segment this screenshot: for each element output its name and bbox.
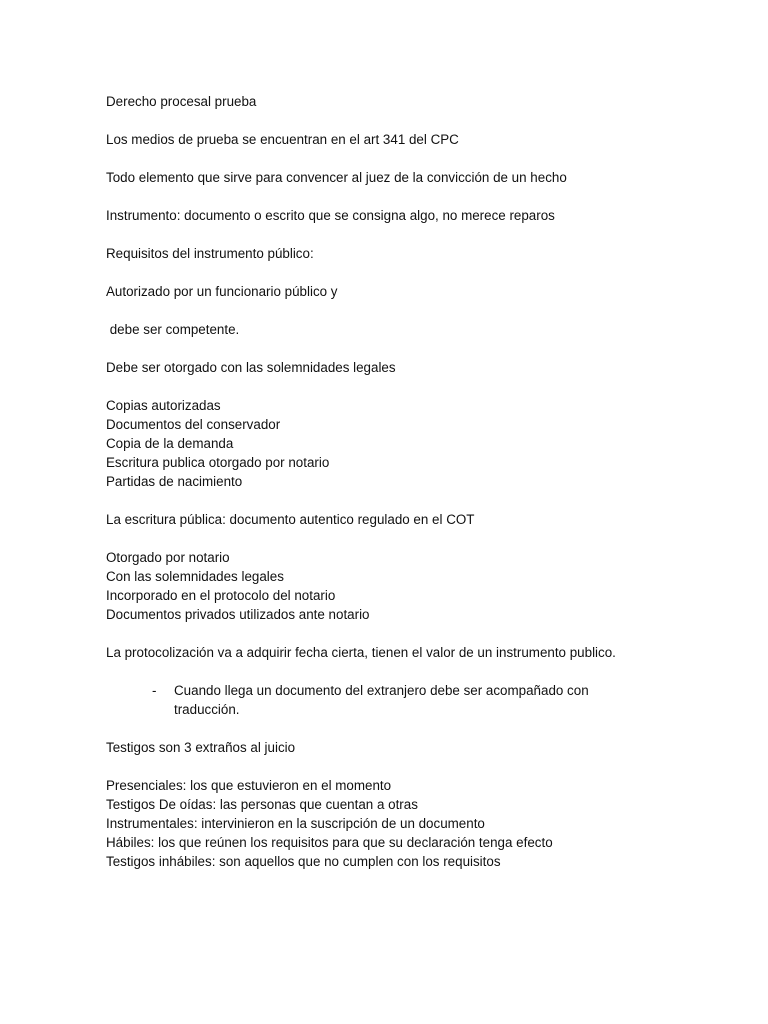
paragraph-testigos: Testigos son 3 extraños al juicio [106, 740, 296, 755]
list-item: Otorgado por notario [106, 550, 230, 565]
list-item: Instrumentales: intervinieron en la suscripción de un documento [106, 816, 485, 831]
document-body [106, 92, 706, 890]
list-documentos [106, 396, 706, 491]
paragraph-autorizado: Autorizado por un funcionario público y [106, 284, 338, 299]
document-title: Derecho procesal prueba [106, 94, 257, 109]
paragraph-elemento: Todo elemento que sirve para convencer al juez de la convicción de un hecho [106, 170, 567, 185]
list-item: Con las solemnidades legales [106, 569, 284, 584]
paragraph-requisitos: Requisitos del instrumento público: [106, 246, 314, 261]
list-item: Partidas de nacimiento [106, 474, 243, 489]
paragraph-competente: debe ser competente. [106, 322, 240, 337]
list-item: Testigos inhábiles: son aquellos que no cumplen con los requisitos [106, 854, 501, 869]
list-item: Documentos del conservador [106, 417, 281, 432]
paragraph-medios-prueba: Los medios de prueba se encuentran en el art 341 del CPC [106, 132, 459, 147]
list-item: Incorporado en el protocolo del notario [106, 588, 336, 603]
list-item: Copias autorizadas [106, 398, 221, 413]
list-escritura [106, 548, 706, 624]
list-item: Copia de la demanda [106, 436, 234, 451]
list-item: Documentos privados utilizados ante notario [106, 607, 370, 622]
paragraph-solemnidades: Debe ser otorgado con las solemnidades legales [106, 360, 396, 375]
list-item: Presenciales: los que estuvieron en el momento [106, 778, 392, 793]
dash-bullet-icon: - [152, 683, 157, 698]
list-testigos [106, 776, 706, 871]
paragraph-instrumento: Instrumento: documento o escrito que se consigna algo, no merece reparos [106, 208, 555, 223]
list-item: Hábiles: los que reúnen los requisitos para que su declaración tenga efecto [106, 835, 553, 850]
bullet-text: Cuando llega un documento del extranjero debe ser acompañado con traducción. [174, 683, 589, 717]
paragraph-protocolizacion: La protocolización va a adquirir fecha cierta, tienen el valor de un instrumento publico. [106, 645, 616, 660]
list-item: Escritura publica otorgado por notario [106, 455, 330, 470]
list-item: Testigos De oídas: las personas que cuentan a otras [106, 797, 418, 812]
paragraph-escritura-publica: La escritura pública: documento autentico regulado en el COT [106, 512, 475, 527]
bullet-item [106, 681, 706, 719]
